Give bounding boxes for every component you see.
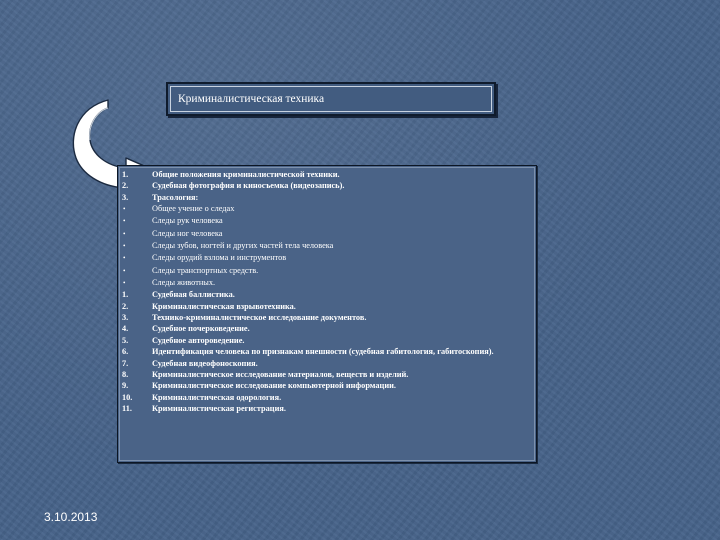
list-item bbox=[122, 323, 532, 334]
list-item bbox=[122, 358, 532, 369]
list-item bbox=[122, 192, 532, 203]
item-number: 10. bbox=[122, 392, 133, 402]
item-text: Трасология: bbox=[152, 192, 199, 202]
item-text: Следы животных. bbox=[152, 278, 216, 288]
item-number: 2. bbox=[122, 301, 129, 311]
item-text: Следы ног человека bbox=[152, 228, 223, 238]
bullet-marker: • bbox=[123, 254, 126, 263]
topics-box bbox=[117, 165, 537, 463]
list-item bbox=[122, 180, 532, 191]
item-text: Судебная видеофоноскопия. bbox=[152, 358, 258, 368]
bullet-marker: • bbox=[123, 229, 126, 238]
list-item bbox=[122, 265, 532, 277]
item-text: Технико-криминалистическое исследование документов. bbox=[152, 313, 367, 323]
item-text: Следы рук человека bbox=[152, 216, 223, 226]
item-number: 9. bbox=[122, 381, 129, 391]
bullet-marker: • bbox=[123, 279, 126, 288]
list-item bbox=[122, 277, 532, 289]
item-number: 3. bbox=[122, 313, 129, 323]
list-item bbox=[122, 169, 532, 180]
list-item bbox=[122, 240, 532, 252]
item-text: Криминалистическая одорология. bbox=[152, 392, 282, 402]
list-item bbox=[122, 289, 532, 300]
item-text: Судебное почерковедение. bbox=[152, 324, 250, 334]
slide-date: 3.10.2013 bbox=[44, 510, 98, 524]
item-number: 5. bbox=[122, 335, 129, 345]
list-item bbox=[122, 301, 532, 312]
item-text: Следы орудий взлома и инструментов bbox=[152, 253, 287, 263]
bullet-marker: • bbox=[123, 266, 126, 275]
item-number: 6. bbox=[122, 347, 129, 357]
item-number: 2. bbox=[122, 181, 129, 191]
list-item bbox=[122, 369, 532, 380]
item-text: Криминалистическая регистрация. bbox=[152, 403, 286, 413]
item-number: 7. bbox=[122, 358, 129, 368]
item-text: Общие положения криминалистической техники. bbox=[152, 170, 340, 179]
item-text: Криминалистическая взрывотехника. bbox=[152, 301, 296, 311]
list-item bbox=[122, 312, 532, 323]
bullet-marker: • bbox=[123, 205, 126, 214]
slide-title: Криминалистическая техника bbox=[178, 93, 325, 105]
bullet-marker: • bbox=[123, 217, 126, 226]
item-number: 11. bbox=[122, 403, 132, 413]
list-item bbox=[122, 380, 532, 391]
item-text: Судебная фотография и киносъемка (видеозапись). bbox=[152, 181, 345, 191]
item-text: Криминалистическое исследование материалов, веществ и изделий. bbox=[152, 369, 409, 379]
list-item bbox=[122, 403, 532, 414]
item-number: 3. bbox=[122, 192, 129, 202]
list-item bbox=[122, 215, 532, 227]
slide-title-box bbox=[166, 82, 496, 116]
topics-list bbox=[122, 169, 532, 414]
item-text: Следы транспортных средств. bbox=[152, 265, 259, 275]
item-number: 4. bbox=[122, 324, 129, 334]
list-item bbox=[122, 203, 532, 215]
item-number: 1. bbox=[122, 170, 129, 179]
list-item bbox=[122, 228, 532, 240]
list-item bbox=[122, 346, 532, 357]
item-text: Общее учение о следах bbox=[152, 204, 235, 214]
item-text: Криминалистическое исследование компьютерной информации. bbox=[152, 381, 396, 391]
item-number: 8. bbox=[122, 369, 129, 379]
item-number: 1. bbox=[122, 290, 129, 300]
item-text: Судебная баллистика. bbox=[152, 290, 235, 300]
item-text: Следы зубов, ногтей и других частей тела человека bbox=[152, 241, 334, 251]
item-text: Идентификация человека по признакам внешности (судебная габитология, габитоскопия). bbox=[152, 347, 494, 357]
item-text: Судебное автороведение. bbox=[152, 335, 245, 345]
list-item bbox=[122, 392, 532, 403]
list-item bbox=[122, 252, 532, 264]
list-item bbox=[122, 335, 532, 346]
bullet-marker: • bbox=[123, 242, 126, 251]
